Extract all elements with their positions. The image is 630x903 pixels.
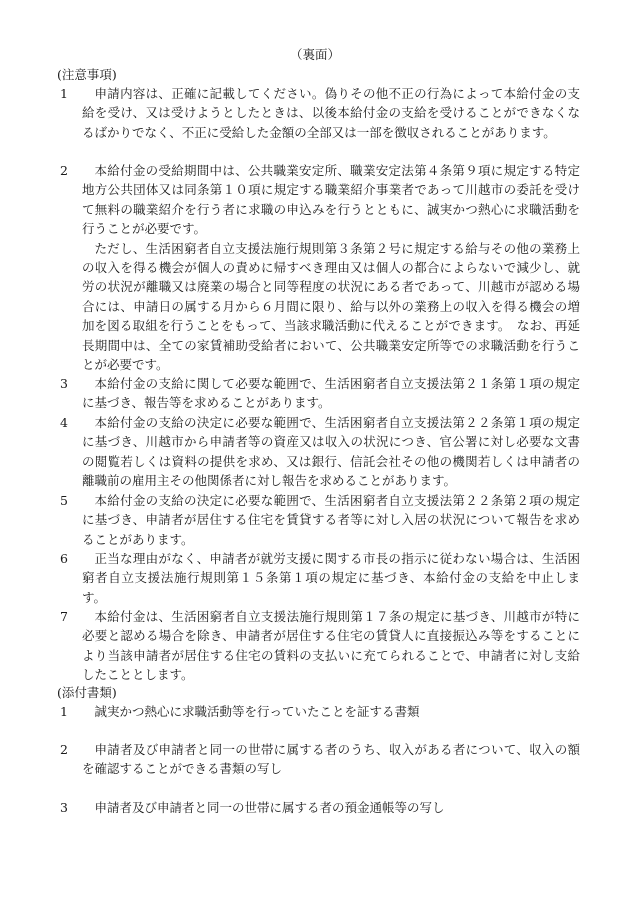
- attachment-item-2: [60, 740, 580, 779]
- attachment-item-1: [60, 702, 580, 721]
- note-item-3: [60, 374, 580, 413]
- note-number: 2: [60, 163, 68, 178]
- note-text: 本給付金の支給の決定に必要な範囲で、生活困窮者自立支援法第２２条第２項の規定に基づき、申請者が居住する住宅を賃貸する者等に対し入居の状況について報告を求めることがあります。: [82, 493, 580, 547]
- attachment-text: 誠実かつ熱心に求職活動等を行っていたことを証する書類: [94, 704, 420, 719]
- attachment-text: 申請者及び申請者と同一の世帯に属する者のうち、収入がある者について、収入の額を確認することができる書類の写し: [82, 742, 580, 777]
- attachment-text: 申請者及び申請者と同一の世帯に属する者の預金通帳等の写し: [94, 800, 445, 815]
- note-item-5: [60, 491, 580, 549]
- page-heading: （裏面）: [289, 47, 340, 62]
- note-text: 本給付金の受給期間中は、公共職業安定所、職業安定法第４条第９項に規定する特定地方公共団体又は同条第１０項に規定する職業紹介事業者であって川越市の委託を受けて無料の職業紹介を行う者に求職の申込みを行うとともに、誠実かつ熱心に求職活動を行うことが必要です。: [82, 163, 580, 237]
- notes-section-title: (注意事項): [57, 67, 117, 82]
- attachment-number: 3: [60, 800, 68, 815]
- note-text: 本給付金の支給に関して必要な範囲で、生活困窮者自立支援法第２１条第１項の規定に基づき、報告等を求めることがあります。: [82, 376, 580, 411]
- note-text: 本給付金の支給の決定に必要な範囲で、生活困窮者自立支援法第２２条第１項の規定に基づき、川越市から申請者等の資産又は収入の状況につき、官公署に対し必要な文書の閲覧若しくは資料の提供を求め、又は銀行、信託会社その他の機関若しくは申請者の離職前の雇用主その他関係者に対し報告を求めることがあります。: [82, 415, 580, 489]
- note-number: 5: [60, 493, 68, 508]
- note-number: 7: [60, 609, 68, 624]
- note-number: 6: [60, 551, 68, 566]
- attachment-number: 1: [60, 704, 68, 719]
- note-text: 正当な理由がなく、申請者が就労支援に関する市長の指示に従わない場合は、生活困窮者自立支援法施行規則第１５条第１項の規定に基づき、本給付金の支給を中止します。: [82, 551, 580, 605]
- note-item-4: [60, 413, 580, 491]
- note-item-6: [60, 549, 580, 607]
- note-item-7: [60, 607, 580, 685]
- note-text-continuation: ただし、生活困窮者自立支援法施行規則第３条第２号に規定する給与その他の業務上の収入を得る機会が個人の責めに帰すべき理由又は個人の都合によらないで減少し、就労の状況が離職又は廃業の場合と同等程度の状況にある者であって、川越市が認める場合には、申請日の属する月から６月間に限り、給与以外の業務上の収入を得る機会の増加を図る取組を行うことをもって、当該求職活動に代えることができます。 なお、再延長期間中は、全ての家賃補助受給者において、公共職業安定所等での求職活動を行うことが必要です。: [82, 240, 580, 373]
- note-number: 4: [60, 415, 68, 430]
- attachment-number: 2: [60, 742, 68, 757]
- note-item-1: [60, 84, 580, 142]
- note-number: 3: [60, 376, 68, 391]
- attachment-item-3: [60, 798, 580, 817]
- note-text: 申請内容は、正確に記載してください。偽りその他不正の行為によって本給付金の支給を受け、又は受けようとしたときは、以後本給付金の支給を受けることができなくなるばかりでなく、不正に受給した金額の全部又は一部を徴収されることがあります。: [82, 86, 580, 140]
- note-text: 本給付金は、生活困窮者自立支援法施行規則第１７条の規定に基づき、川越市が特に必要と認める場合を除き、申請者が居住する住宅の賃貸人に直接振込み等をすることにより当該申請者が居住する住宅の賃料の支払いに充てられることで、申請者に対し支給したこととします。: [82, 609, 580, 683]
- attachments-section-title: (添付書類): [57, 685, 117, 700]
- note-number: 1: [60, 86, 68, 101]
- note-item-2: [60, 161, 580, 374]
